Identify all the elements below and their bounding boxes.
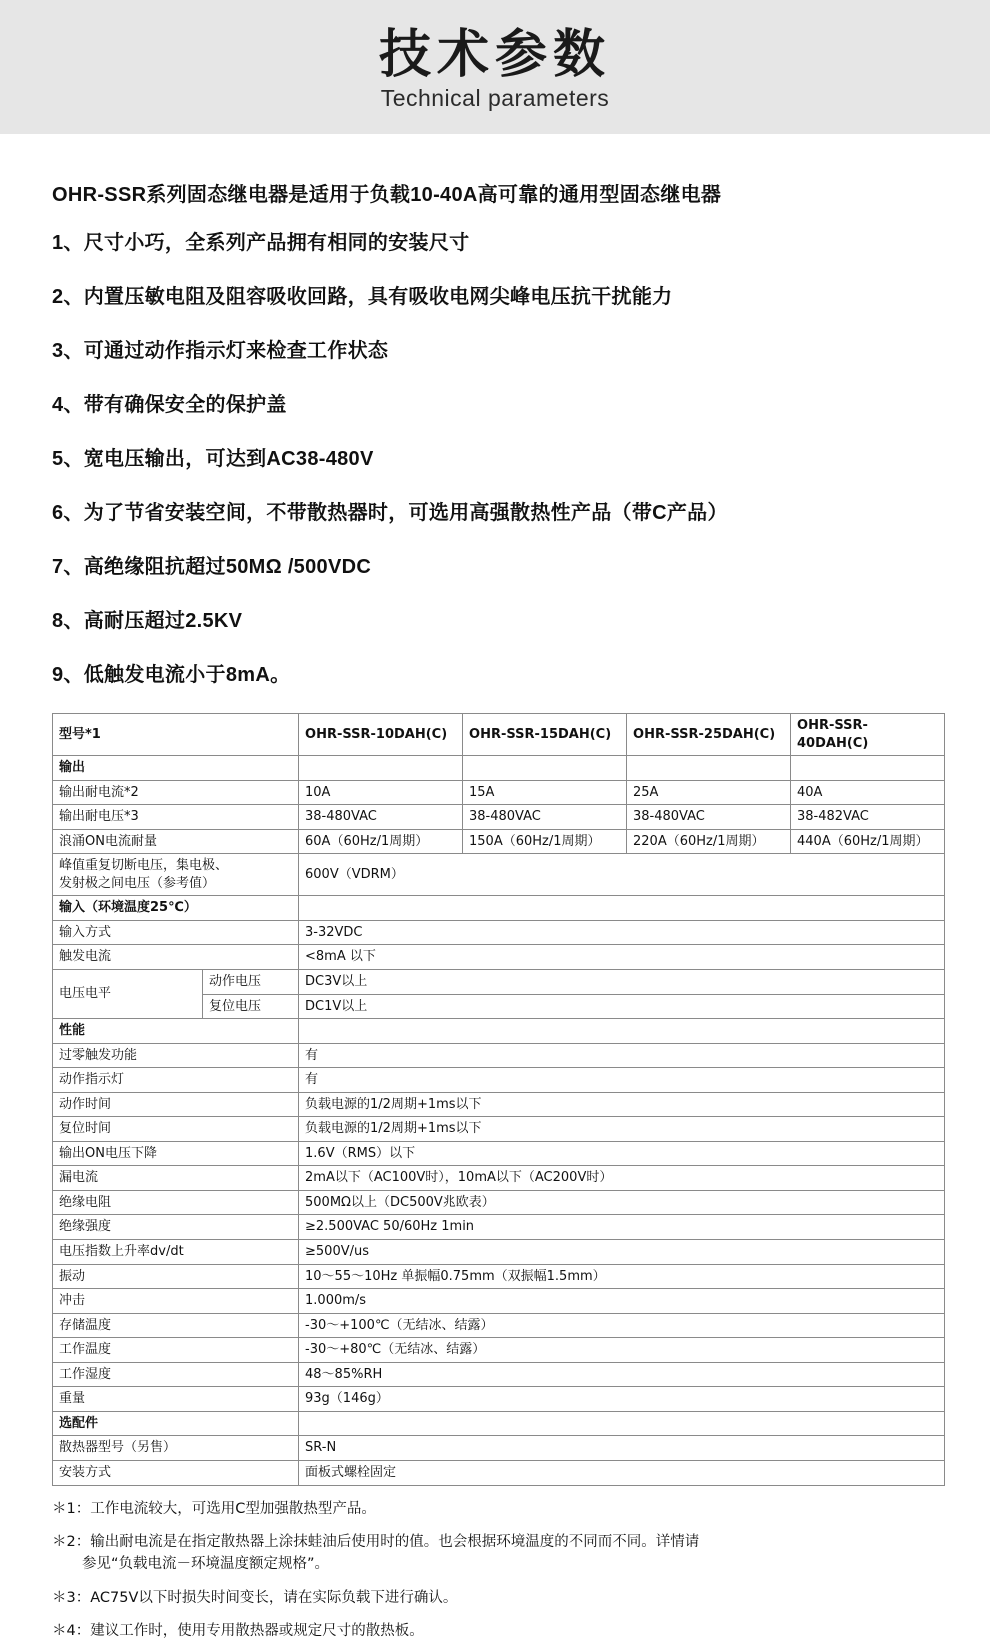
row-label: 工作温度 [53, 1338, 299, 1363]
row-label: 过零触发功能 [53, 1043, 299, 1068]
footnote-text: ＊4：建议工作时，使用专用散热器或规定尺寸的散热板。 [52, 1623, 424, 1640]
row-value: 38-480VAC [299, 805, 463, 830]
table-row [53, 1313, 945, 1338]
table-row [53, 1215, 945, 1240]
table-row [53, 756, 945, 781]
model-header: OHR-SSR-25DAH(C) [627, 714, 791, 756]
specifications-table [52, 713, 945, 1486]
table-row [53, 854, 945, 896]
row-value: SR-N [299, 1436, 945, 1461]
row-label: 输出ON电压下降 [53, 1141, 299, 1166]
footnote-text: ＊3：AC75V以下时损失时间变长，请在实际负载下进行确认。 [52, 1589, 458, 1606]
model-header: OHR-SSR-40DAH(C) [791, 714, 945, 756]
feature-item: 4、带有确保安全的保护盖 [52, 394, 287, 416]
row-label: 复位时间 [53, 1117, 299, 1142]
row-label: 动作时间 [53, 1092, 299, 1117]
table-row [53, 1264, 945, 1289]
table-row [53, 970, 945, 995]
row-value: -30～+80℃（无结冰、结露） [299, 1338, 945, 1363]
row-value: 38-480VAC [463, 805, 627, 830]
footnote-text-continued: 参见“负载电流－环境温度额定规格”。 [82, 1556, 330, 1573]
section-input: 输入（环境温度25℃） [53, 896, 299, 921]
row-label: 存储温度 [53, 1313, 299, 1338]
table-row [53, 945, 945, 970]
table-row [53, 1240, 945, 1265]
row-value: 面板式螺栓固定 [299, 1460, 945, 1485]
row-value: -30～+100℃（无结冰、结露） [299, 1313, 945, 1338]
table-row [53, 1117, 945, 1142]
row-value: 60A（60Hz/1周期） [299, 829, 463, 854]
row-value: DC1V以上 [299, 994, 945, 1019]
row-value: 1.000m/s [299, 1289, 945, 1314]
feature-item: 3、可通过动作指示灯来检查工作状态 [52, 340, 389, 362]
page-title-cn: 技术参数 [378, 26, 611, 85]
feature-item: 5、宽电压输出，可达到AC38-480V [52, 448, 374, 470]
row-value: 2mA以下（AC100V时），10mA以下（AC200V时） [299, 1166, 945, 1191]
page-title-en: Technical parameters [380, 84, 610, 111]
table-row [53, 1411, 945, 1436]
row-value: DC3V以上 [299, 970, 945, 995]
row-label: 重量 [53, 1387, 299, 1412]
footnote-item [52, 1620, 942, 1642]
row-value: 38-482VAC [791, 805, 945, 830]
row-label: 散热器型号（另售） [53, 1436, 299, 1461]
row-label: 绝缘强度 [53, 1215, 299, 1240]
empty-cell [791, 756, 945, 781]
feature-item: 7、高绝缘阻抗超过50MΩ /500VDC [52, 556, 372, 578]
empty-cell [299, 896, 945, 921]
row-value: 有 [299, 1068, 945, 1093]
table-row [53, 1092, 945, 1117]
row-value: 负载电源的1/2周期+1ms以下 [299, 1092, 945, 1117]
empty-cell [463, 756, 627, 781]
row-label: 电压指数上升率dv/dt [53, 1240, 299, 1265]
table-row [53, 1387, 945, 1412]
feature-item: 6、为了节省安装空间，不带散热器时，可选用高强散热性产品（带C产品） [52, 502, 728, 524]
table-row [53, 714, 945, 756]
row-value: 负载电源的1/2周期+1ms以下 [299, 1117, 945, 1142]
table-row [53, 1190, 945, 1215]
feature-item: 9、低触发电流小于8mA。 [52, 664, 291, 686]
row-value: 500MΩ以上（DC500V兆欧表） [299, 1190, 945, 1215]
table-row [53, 1460, 945, 1485]
table-row [53, 1019, 945, 1044]
row-label: 输出耐电压*3 [53, 805, 299, 830]
footnote-item [52, 1498, 942, 1520]
row-value: ≥500V/us [299, 1240, 945, 1265]
table-row [53, 780, 945, 805]
row-value: 38-480VAC [627, 805, 791, 830]
table-row [53, 896, 945, 921]
model-header: OHR-SSR-15DAH(C) [463, 714, 627, 756]
row-value: 600V（VDRM） [299, 854, 945, 896]
row-label: 绝缘电阻 [53, 1190, 299, 1215]
row-value: 10A [299, 780, 463, 805]
row-value: 93g（146g） [299, 1387, 945, 1412]
row-label: 输出耐电流*2 [53, 780, 299, 805]
specifications-table-wrapper [52, 713, 942, 1486]
table-row [53, 1068, 945, 1093]
row-label: 安装方式 [53, 1460, 299, 1485]
table-row [53, 1043, 945, 1068]
row-label: 振动 [53, 1264, 299, 1289]
footnote-text: ＊1：工作电流较大，可选用C型加强散热型产品。 [52, 1500, 376, 1517]
row-label: 冲击 [53, 1289, 299, 1314]
row-label: 漏电流 [53, 1166, 299, 1191]
row-value: 1.6V（RMS）以下 [299, 1141, 945, 1166]
table-row [53, 1289, 945, 1314]
empty-cell [627, 756, 791, 781]
row-value: 150A（60Hz/1周期） [463, 829, 627, 854]
row-value: 40A [791, 780, 945, 805]
footnote-item [52, 1587, 942, 1609]
row-label: 触发电流 [53, 945, 299, 970]
table-row [53, 920, 945, 945]
row-label: 输入方式 [53, 920, 299, 945]
table-row [53, 805, 945, 830]
table-row [53, 1362, 945, 1387]
row-label: 工作湿度 [53, 1362, 299, 1387]
footnote-item [52, 1531, 942, 1576]
row-sublabel: 复位电压 [203, 994, 299, 1019]
row-label-voltage-level: 电压电平 [53, 970, 203, 1019]
empty-cell [299, 756, 463, 781]
footnotes [0, 1486, 990, 1643]
row-value: ≥2.500VAC 50/60Hz 1min [299, 1215, 945, 1240]
footnote-text: ＊2：输出耐电流是在指定散热器上涂抹蛙油后使用时的值。也会根据环境温度的不同而不同。详情请 [52, 1533, 700, 1550]
intro-text: OHR-SSR系列固态继电器是适用于负载10-40A高可靠的通用型固态继电器 [52, 184, 722, 206]
row-value: 440A（60Hz/1周期） [791, 829, 945, 854]
row-label: 动作指示灯 [53, 1068, 299, 1093]
row-value: 有 [299, 1043, 945, 1068]
row-label-peak [53, 854, 299, 896]
row-value: 15A [463, 780, 627, 805]
peak-label-line2: 发射极之间电压（参考值） [59, 875, 216, 891]
table-row [53, 1338, 945, 1363]
row-value: 25A [627, 780, 791, 805]
feature-item: 1、尺寸小巧，全系列产品拥有相同的安装尺寸 [52, 232, 470, 254]
row-value: 220A（60Hz/1周期） [627, 829, 791, 854]
row-value: <8mA 以下 [299, 945, 945, 970]
model-label: 型号*1 [53, 714, 299, 756]
page-header [0, 0, 990, 134]
row-value: 10～55～10Hz 单振幅0.75mm（双振幅1.5mm） [299, 1264, 945, 1289]
feature-item: 2、内置压敏电阻及阻容吸收回路，具有吸收电网尖峰电压抗干扰能力 [52, 286, 673, 308]
table-row [53, 829, 945, 854]
row-value: 48～85%RH [299, 1362, 945, 1387]
table-row [53, 1141, 945, 1166]
table-row [53, 1436, 945, 1461]
row-sublabel: 动作电压 [203, 970, 299, 995]
model-header: OHR-SSR-10DAH(C) [299, 714, 463, 756]
row-label: 浪涌ON电流耐量 [53, 829, 299, 854]
peak-label-line1: 峰值重复切断电压，集电极、 [59, 858, 229, 874]
empty-cell [299, 1411, 945, 1436]
table-row [53, 1166, 945, 1191]
section-options: 选配件 [53, 1411, 299, 1436]
empty-cell [299, 1019, 945, 1044]
feature-item: 8、高耐压超过2.5KV [52, 610, 243, 632]
content-area [0, 134, 990, 1486]
section-output: 输出 [53, 756, 299, 781]
section-performance: 性能 [53, 1019, 299, 1044]
row-value: 3-32VDC [299, 920, 945, 945]
